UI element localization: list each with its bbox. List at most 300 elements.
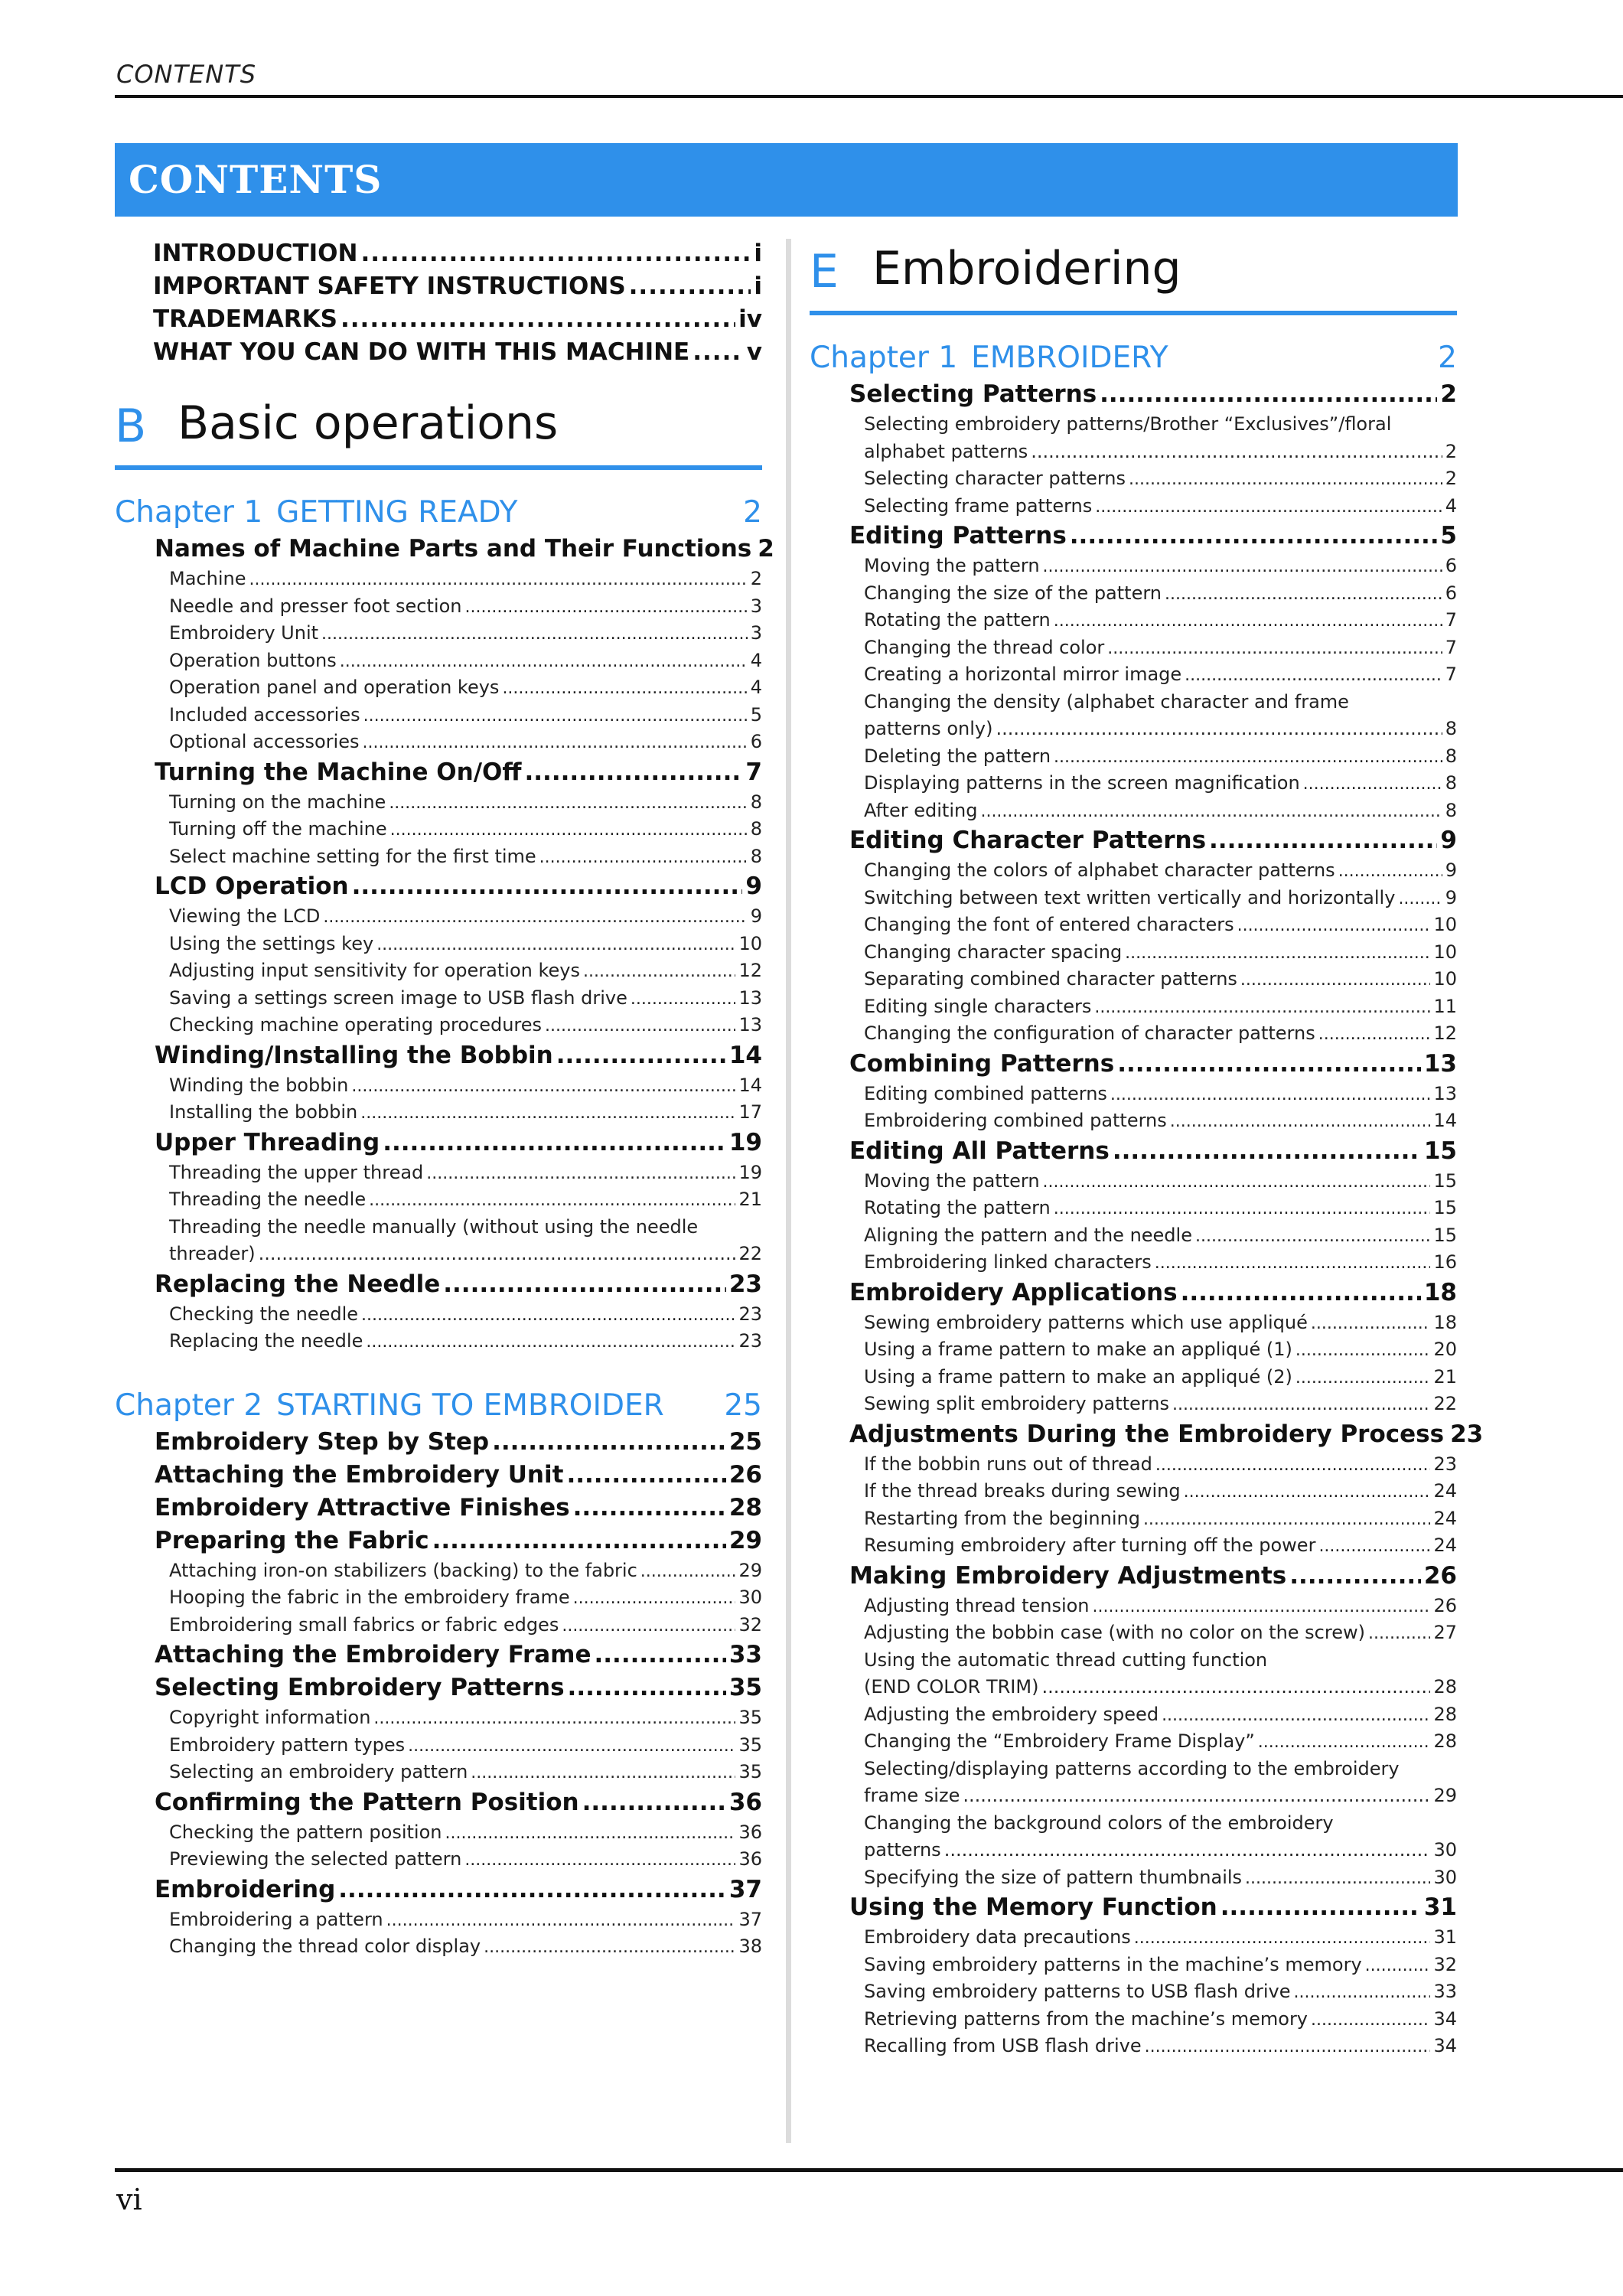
subsection-entry[interactable] — [810, 966, 1457, 993]
section-entry[interactable] — [115, 1268, 762, 1301]
subsection-entry-page: 14 — [738, 1074, 762, 1096]
subsection-entry-title: Embroidery data precautions — [864, 1926, 1131, 1948]
subsection-entry-title: Displaying patterns in the screen magnification — [864, 772, 1300, 794]
section-entry[interactable] — [810, 1277, 1457, 1309]
section-entry-page: 23 — [728, 1270, 762, 1298]
subsection-entry[interactable] — [115, 789, 762, 817]
subsection-entry[interactable] — [115, 931, 762, 958]
dot-leader — [373, 1704, 735, 1733]
subsection-entry[interactable] — [810, 1309, 1457, 1337]
subsection-entry[interactable] — [810, 857, 1457, 885]
section-entry-title: Preparing the Fabric — [155, 1526, 429, 1554]
section-entry[interactable] — [115, 870, 762, 903]
subsection-continuation — [169, 1241, 762, 1268]
subsection-entry[interactable] — [810, 1756, 1457, 1810]
subsection-entry[interactable] — [810, 939, 1457, 967]
section-entry[interactable] — [115, 1492, 762, 1525]
chapter-label: Chapter 1 — [810, 341, 958, 375]
dot-leader — [1245, 1864, 1430, 1893]
subsection-entry[interactable] — [810, 1647, 1457, 1701]
subsection-entry-page: 15 — [1433, 1224, 1457, 1246]
subsection-entry-title: Select machine setting for the first time — [169, 845, 536, 867]
section-entry[interactable] — [115, 1874, 762, 1906]
subsection-entry[interactable] — [810, 580, 1457, 608]
subsection-entry-title: Sewing split embroidery patterns — [864, 1393, 1169, 1414]
subsection-page: 30 — [1433, 1839, 1457, 1861]
dot-leader — [1155, 1249, 1431, 1277]
subsection-entry-title: Needle and presser foot section — [169, 595, 462, 617]
subsection-entry[interactable] — [810, 1810, 1457, 1864]
section-entry[interactable] — [810, 1418, 1484, 1451]
subsection-entry[interactable] — [810, 797, 1457, 825]
subsection-entry[interactable] — [810, 1364, 1457, 1391]
front-matter-entry-page: i — [754, 240, 762, 267]
subsection-entry[interactable] — [115, 1732, 762, 1760]
section-entry-page: 28 — [728, 1493, 762, 1521]
section-entry-page: 9 — [745, 872, 762, 900]
subsection-entry[interactable] — [115, 1704, 762, 1732]
subsection-continuation-text: patterns — [864, 1839, 941, 1861]
subsection-entry-page: 12 — [738, 960, 762, 981]
subsection-entry[interactable] — [810, 1619, 1457, 1647]
subsection-entry-page: 29 — [738, 1559, 762, 1581]
dot-leader — [980, 797, 1442, 826]
dot-leader — [1368, 1619, 1430, 1648]
dot-leader — [321, 620, 748, 648]
subsection-entry-page: 2 — [750, 568, 762, 589]
subsection-entry-title: After editing — [864, 799, 978, 821]
subsection-entry-title: Checking machine operating procedures — [169, 1014, 543, 1035]
dot-leader — [944, 1837, 1431, 1864]
dot-leader — [1143, 1505, 1431, 1534]
dot-leader — [1209, 824, 1437, 857]
subsection-entry[interactable] — [810, 411, 1457, 465]
section-entry-page: 25 — [728, 1427, 762, 1456]
subsection-entry-title: Restarting from the beginning — [864, 1507, 1140, 1529]
subsection-entry[interactable] — [115, 1186, 762, 1214]
part-b — [115, 392, 774, 1961]
subsection-entry[interactable] — [810, 1222, 1457, 1250]
dot-leader — [693, 336, 744, 369]
subsection-entry-page: 14 — [1433, 1110, 1457, 1131]
subsection-entry-title: Embroidering a pattern — [169, 1908, 383, 1930]
subsection-entry[interactable] — [810, 1391, 1457, 1418]
subsection-entry-title: Machine — [169, 568, 246, 589]
subsection-entry-title: Adjusting the bobbin case (with no color on the screw) — [864, 1622, 1365, 1643]
dot-leader — [366, 1328, 735, 1356]
subsection-entry[interactable] — [810, 885, 1457, 912]
section-entry-page: 26 — [728, 1460, 762, 1489]
subsection-entry[interactable] — [115, 1328, 762, 1355]
dot-leader — [426, 1159, 735, 1188]
subsection-entry-page: 18 — [1433, 1311, 1457, 1333]
section-entry-title: Embroidery Applications — [849, 1278, 1178, 1306]
section-entry[interactable] — [810, 1560, 1457, 1593]
subsection-entry[interactable] — [115, 1301, 762, 1329]
subsection-continuation — [864, 1782, 1457, 1810]
dot-leader — [1294, 1978, 1431, 2007]
subsection-entry[interactable] — [115, 1759, 762, 1786]
section-entry-title: Selecting Patterns — [849, 380, 1097, 408]
subsection-entry[interactable] — [115, 1214, 762, 1268]
subsection-title: Threading the needle manually (without using the needle — [169, 1215, 699, 1238]
dot-leader — [539, 843, 748, 872]
dot-leader — [502, 674, 747, 703]
subsection-title: Selecting/displaying patterns according to the embroidery — [864, 1757, 1400, 1779]
dot-leader — [386, 1906, 736, 1935]
subsection-entry[interactable] — [115, 1906, 762, 1934]
section-entry[interactable] — [115, 1039, 762, 1072]
subsection-entry[interactable] — [115, 1933, 762, 1961]
front-matter-entry-title: INTRODUCTION — [153, 240, 358, 267]
subsection-entry[interactable] — [810, 1864, 1457, 1892]
section-entry[interactable] — [115, 756, 762, 789]
part-heading — [115, 392, 762, 470]
subsection-entry-page: 17 — [738, 1101, 762, 1123]
subsection-entry-page: 32 — [738, 1613, 762, 1636]
dot-leader — [1125, 939, 1430, 967]
dot-leader — [464, 1846, 735, 1874]
subsection-entry-title: Deleting the pattern — [864, 745, 1051, 767]
subsection-entry[interactable] — [115, 1012, 762, 1039]
section-entry-title: Turning the Machine On/Off — [155, 758, 522, 786]
dot-leader — [1031, 439, 1442, 466]
dot-leader — [1129, 465, 1442, 494]
section-entry[interactable] — [115, 533, 774, 566]
dot-leader — [1165, 580, 1442, 608]
subsection-entry-title: Separating combined character patterns — [864, 968, 1237, 990]
subsection-entry[interactable] — [115, 1584, 762, 1612]
section-entry-title: Editing Character Patterns — [849, 827, 1207, 854]
right-column — [810, 237, 1484, 2060]
subsection-title: Changing the background colors of the embroidery — [864, 1812, 1334, 1834]
subsection-entry[interactable] — [115, 985, 762, 1013]
dot-leader — [351, 1072, 735, 1101]
subsection-entry-title: Viewing the LCD — [169, 905, 321, 927]
dot-leader — [1318, 1020, 1431, 1049]
subsection-entry[interactable] — [810, 465, 1457, 493]
subsection-entry[interactable] — [810, 1249, 1457, 1277]
dot-leader — [249, 566, 747, 594]
subsection-entry-title: Operation buttons — [169, 649, 337, 671]
subsection-entry[interactable] — [810, 1728, 1457, 1756]
subsection-continuation-text: (END COLOR TRIM) — [864, 1676, 1039, 1698]
dot-leader — [1365, 1952, 1431, 1980]
subsection-title: Selecting embroidery patterns/Brother “Exclusives”/floral — [864, 413, 1392, 435]
dot-leader — [432, 1525, 726, 1557]
section-entry-page: 2 — [758, 535, 774, 563]
subsection-entry-page: 38 — [738, 1936, 762, 1957]
subsection-entry-page: 7 — [1445, 609, 1457, 631]
subsection-entry-page: 24 — [1433, 1534, 1457, 1556]
section-entry-page: 37 — [728, 1875, 762, 1903]
contents-banner — [115, 143, 1458, 217]
subsection-entry[interactable] — [115, 620, 762, 647]
subsection-entry-title: If the bobbin runs out of thread — [864, 1453, 1152, 1475]
dot-leader — [582, 1786, 726, 1819]
dot-leader — [1184, 1478, 1431, 1506]
running-head: CONTENTS — [116, 60, 257, 89]
subsection-entry[interactable] — [810, 607, 1457, 634]
subsection-entry[interactable] — [115, 1099, 762, 1127]
dot-leader — [445, 1819, 735, 1848]
front-matter-entry[interactable] — [115, 336, 762, 369]
subsection-entry[interactable] — [115, 843, 762, 871]
subsection-entry[interactable] — [810, 1532, 1457, 1560]
subsection-entry[interactable] — [810, 993, 1457, 1021]
subsection-entry-page: 24 — [1433, 1507, 1457, 1529]
subsection-entry-title: Embroidering small fabrics or fabric edges — [169, 1613, 559, 1636]
dot-leader — [1295, 1336, 1431, 1365]
subsection-entry[interactable] — [810, 1952, 1457, 1979]
subsection-entry-title: If the thread breaks during sewing — [864, 1480, 1181, 1502]
section-entry[interactable] — [810, 520, 1457, 553]
section-entry-page: 33 — [728, 1641, 762, 1668]
subsection-entry[interactable] — [810, 1593, 1457, 1620]
subsection-entry-page: 6 — [750, 731, 762, 752]
section-entry-page: 26 — [1423, 1561, 1457, 1590]
subsection-continuation-text: alphabet patterns — [864, 440, 1028, 462]
subsection-entry-page: 10 — [1433, 914, 1457, 935]
section-entry[interactable] — [115, 1671, 762, 1704]
section-entry-title: Attaching the Embroidery Unit — [155, 1460, 564, 1489]
subsection-continuation — [864, 716, 1457, 743]
section-entry[interactable] — [115, 1786, 762, 1819]
section-entry[interactable] — [115, 1525, 762, 1557]
subsection-entry[interactable] — [810, 1020, 1457, 1048]
subsection-entry[interactable] — [810, 2006, 1457, 2033]
dot-leader — [362, 729, 747, 757]
subsection-page: 22 — [738, 1243, 762, 1264]
subsection-entry-title: Saving embroidery patterns to USB flash drive — [864, 1981, 1291, 2002]
subsection-entry[interactable] — [810, 1478, 1457, 1505]
front-matter-entry[interactable] — [115, 270, 762, 303]
dot-leader — [1311, 1309, 1431, 1338]
section-entry-title: Names of Machine Parts and Their Functions — [155, 535, 752, 563]
subsection-entry-title: Recalling from USB flash drive — [864, 2035, 1142, 2056]
section-entry[interactable] — [115, 1426, 762, 1459]
subsection-entry-page: 8 — [750, 818, 762, 840]
dot-leader — [566, 1459, 725, 1492]
dot-leader — [568, 1671, 726, 1704]
subsection-page: 2 — [1445, 440, 1457, 462]
dot-leader — [1054, 607, 1442, 635]
front-matter-entry-page: i — [754, 272, 762, 300]
subsection-entry[interactable] — [115, 702, 762, 729]
subsection-entry-title: Moving the pattern — [864, 1169, 1040, 1192]
subsection-entry-page: 4 — [750, 677, 762, 698]
front-matter-entry-page: iv — [738, 305, 762, 333]
dot-leader — [340, 647, 748, 676]
column-divider — [786, 239, 791, 2143]
subsection-title: Using the automatic thread cutting function — [864, 1649, 1268, 1671]
subsection-continuation-text: threader) — [169, 1243, 256, 1264]
subsection-entry[interactable] — [810, 2033, 1457, 2060]
subsection-entry-page: 8 — [1445, 799, 1457, 821]
subsection-entry-title: Selecting frame patterns — [864, 494, 1093, 517]
subsection-continuation — [864, 1674, 1457, 1701]
section-entry[interactable] — [810, 1048, 1457, 1081]
subsection-entry-page: 6 — [1445, 555, 1457, 576]
subsection-entry[interactable] — [810, 634, 1457, 662]
section-entry-title: Confirming the Pattern Position — [155, 1788, 579, 1816]
dot-leader — [562, 1612, 735, 1640]
subsection-entry[interactable] — [115, 1557, 762, 1585]
section-entry[interactable] — [115, 1127, 762, 1159]
section-entry-title: Replacing the Needle — [155, 1270, 441, 1298]
dot-leader — [525, 756, 743, 789]
subsection-entry-page: 4 — [750, 649, 762, 671]
part-title: Basic operations — [178, 396, 559, 450]
front-matter-list — [115, 237, 762, 369]
subsection-entry-title: Specifying the size of pattern thumbnails — [864, 1866, 1243, 1888]
subsection-entry[interactable] — [810, 1505, 1457, 1533]
subsection-entry[interactable] — [115, 729, 762, 756]
subsection-entry-page: 2 — [1445, 468, 1457, 489]
subsection-entry[interactable] — [810, 743, 1457, 771]
chapter-label: Chapter 2 — [115, 1388, 263, 1423]
subsection-entry[interactable] — [810, 553, 1457, 580]
subsection-entry-title: Editing single characters — [864, 995, 1092, 1017]
subsection-entry-title: Using the settings key — [169, 932, 374, 954]
subsection-entry-title: Editing combined patterns — [864, 1082, 1107, 1104]
subsection-entry-page: 10 — [1433, 941, 1457, 963]
subsection-entry-title: Changing the colors of alphabet character patterns — [864, 859, 1335, 881]
subsection-entry[interactable] — [115, 593, 762, 621]
subsection-entry[interactable] — [115, 647, 762, 675]
dot-leader — [1295, 1364, 1431, 1392]
front-matter-entry-title: WHAT YOU CAN DO WITH THIS MACHINE — [153, 338, 690, 366]
subsection-entry-title: Changing the configuration of character patterns — [864, 1022, 1315, 1044]
section-entry-page: 35 — [728, 1674, 762, 1701]
part-letter: B — [115, 400, 147, 453]
front-matter-entry[interactable] — [115, 303, 762, 336]
dot-leader — [631, 985, 736, 1013]
subsection-entry[interactable] — [810, 1081, 1457, 1108]
subsection-entry[interactable] — [115, 816, 762, 843]
subsection-entry[interactable] — [810, 661, 1457, 689]
subsection-entry[interactable] — [115, 1846, 762, 1874]
front-matter-entry-title: IMPORTANT SAFETY INSTRUCTIONS — [153, 272, 626, 300]
dot-leader — [1054, 1195, 1431, 1223]
subsection-entry-page: 21 — [1433, 1365, 1457, 1388]
subsection-entry-page: 32 — [1433, 1953, 1457, 1975]
dot-leader — [1043, 1168, 1431, 1196]
subsection-entry[interactable] — [115, 1072, 762, 1100]
dot-leader — [1162, 1701, 1430, 1730]
section-entry[interactable] — [810, 1891, 1457, 1924]
subsection-entry-page: 9 — [1445, 886, 1457, 908]
section-entry[interactable] — [810, 378, 1457, 411]
subsection-entry[interactable] — [115, 566, 762, 593]
dot-leader — [484, 1933, 735, 1962]
subsection-entry[interactable] — [115, 1159, 762, 1187]
section-entry[interactable] — [115, 1459, 762, 1492]
subsection-entry-page: 28 — [1433, 1730, 1457, 1752]
subsection-entry-page: 27 — [1433, 1622, 1457, 1643]
subsection-entry-page: 8 — [1445, 772, 1457, 794]
part-letter: E — [810, 245, 839, 298]
section-entry-page: 5 — [1440, 522, 1457, 550]
dot-leader — [361, 1301, 735, 1329]
subsection-entry[interactable] — [810, 770, 1457, 797]
subsection-continuation-text: frame size — [864, 1785, 960, 1806]
dot-leader — [996, 716, 1442, 743]
dot-leader — [1093, 1593, 1431, 1621]
section-entry[interactable] — [810, 824, 1457, 857]
subsection-entry-title: Hooping the fabric in the embroidery frame — [169, 1587, 570, 1608]
subsection-entry-title: Resuming embroidery after turning off the power — [864, 1534, 1316, 1556]
subsection-entry[interactable] — [810, 1336, 1457, 1364]
section-entry[interactable] — [810, 1135, 1457, 1168]
subsection-entry-title: Rotating the pattern — [864, 1197, 1051, 1218]
chapter-title: GETTING READY — [276, 495, 518, 530]
section-entry-title: Making Embroidery Adjustments — [849, 1561, 1287, 1590]
subsection-entry-page: 24 — [1433, 1480, 1457, 1502]
subsection-entry[interactable] — [810, 689, 1457, 743]
subsection-entry[interactable] — [810, 1107, 1457, 1135]
subsection-entry[interactable] — [115, 1612, 762, 1639]
dot-leader — [629, 270, 751, 303]
subsection-entry[interactable] — [810, 1451, 1457, 1479]
subsection-entry-title: Using a frame pattern to make an appliqué (1) — [864, 1339, 1292, 1360]
chapter-label: Chapter 1 — [115, 495, 263, 530]
dot-leader — [1195, 1222, 1430, 1251]
subsection-entry-title: Moving the pattern — [864, 555, 1040, 576]
chapter-heading[interactable] — [115, 1386, 762, 1426]
front-matter-entry[interactable] — [115, 237, 762, 270]
dot-leader — [352, 870, 743, 903]
subsection-entry[interactable] — [810, 1924, 1457, 1952]
subsection-entry[interactable] — [115, 957, 762, 985]
section-entry-page: 23 — [1450, 1420, 1484, 1448]
chapter-heading[interactable] — [115, 493, 762, 533]
subsection-entry[interactable] — [810, 493, 1457, 520]
section-entry-title: Embroidering — [155, 1875, 336, 1903]
subsection-entry-page: 8 — [1445, 745, 1457, 767]
subsection-entry-title: Selecting character patterns — [864, 468, 1126, 489]
dot-leader — [573, 1492, 726, 1525]
subsection-entry-title: Using a frame pattern to make an appliqué (2) — [864, 1365, 1292, 1388]
subsection-entry-title: Changing character spacing — [864, 941, 1123, 963]
subsection-entry[interactable] — [115, 903, 762, 931]
subsection-entry-page: 35 — [738, 1761, 762, 1782]
subsection-entry[interactable] — [810, 912, 1457, 939]
section-entry-page: 19 — [728, 1128, 762, 1156]
subsection-entry-page: 8 — [750, 845, 762, 867]
subsection-entry[interactable] — [810, 1195, 1457, 1222]
subsection-entry-title: Adjusting input sensitivity for operation keys — [169, 960, 580, 981]
subsection-entry-page: 7 — [1445, 664, 1457, 685]
subsection-entry-page: 9 — [1445, 859, 1457, 881]
subsection-continuation-text: patterns only) — [864, 718, 993, 739]
section-entry[interactable] — [115, 1639, 762, 1671]
dot-leader — [1043, 553, 1442, 581]
chapter-heading[interactable] — [810, 338, 1457, 378]
dot-leader — [583, 957, 735, 986]
dot-leader — [492, 1426, 726, 1459]
subsection-entry-title: Creating a horizontal mirror image — [864, 664, 1182, 685]
subsection-entry[interactable] — [810, 1168, 1457, 1195]
subsection-entry[interactable] — [115, 1819, 762, 1847]
subsection-entry[interactable] — [810, 1701, 1457, 1729]
dot-leader — [1155, 1451, 1431, 1479]
subsection-entry-page: 30 — [1433, 1866, 1457, 1888]
subsection-entry-title: Embroidering combined patterns — [864, 1110, 1167, 1131]
subsection-entry[interactable] — [810, 1978, 1457, 2006]
dot-leader — [360, 1099, 735, 1127]
subsection-entry[interactable] — [115, 674, 762, 702]
